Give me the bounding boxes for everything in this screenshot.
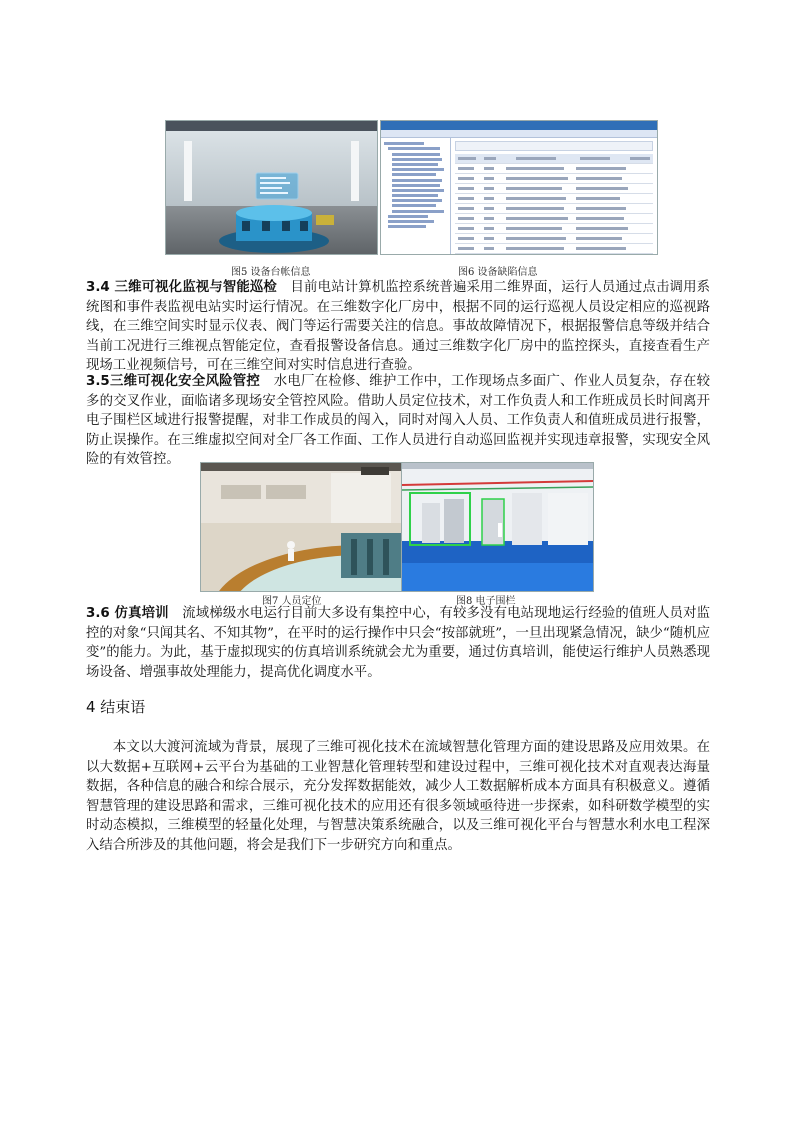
defect-ui-titlebar	[381, 121, 657, 130]
section-3-6-body: 流域梯级水电运行目前大多设有集控中心，有较多没有电站现地运行经验的值班人员对监控的对象“只闻其名、不知其物”，在平时的运行操作中只会“按部就班”，一旦出现紧急情况，缺少“随机应变”的能力。为此，基于虚拟现实的仿真培训系统就会尤为重要，通过仿真培训，能使运行维护人员熟悉现场设备、增强事故处理能力，提高优化调度水平。	[86, 606, 711, 680]
section-3-6	[86, 604, 710, 684]
figure-8-render	[402, 463, 593, 591]
defect-ui-table	[451, 138, 657, 254]
figure-7-image	[200, 462, 403, 592]
table-row	[455, 194, 653, 204]
section-3-4	[86, 278, 710, 373]
figure-6-caption: 图6 设备缺陷信息	[458, 267, 538, 278]
table-row	[455, 174, 653, 184]
section-4-body: 本文以大渡河流域为背景，展现了三维可视化技术在流域智慧化管理方面的建设思路及应用效果。在以大数据+互联网+云平台为基础的工业智慧化管理转型和建设过程中，三维可视化技术对直观表达海量数据，各种信息的融合和综合展示，充分发挥数据能效，减少人工数据解析成本方面具有积极意义。遵循智慧管理的建设思路和需求，三维可视化技术的应用还有很多领域亟待进一步探索，如科研数学模型的实时动态模拟，三维模型的轻量化处理，与智慧决策系统融合，以及三维可视化平台与智慧水利水电工程深入结合所涉及的其他问题，将会是我们下一步研究方向和重点。	[86, 740, 710, 853]
figure-8-caption: 图8 电子围栏	[456, 596, 516, 607]
section-3-6-heading: 3.6 仿真培训	[86, 606, 169, 621]
section-3-5-heading: 3.5三维可视化安全风险管控	[86, 374, 261, 389]
figure-7-caption: 图7 人员定位	[262, 596, 322, 607]
figure-5-image	[165, 120, 378, 255]
figure-5-render	[166, 121, 377, 254]
section-3-4-heading: 3.4 三维可视化监视与智能巡检	[86, 280, 277, 295]
table-row	[455, 244, 653, 254]
defect-ui-menubar	[381, 130, 657, 138]
figure-6-image	[380, 120, 658, 255]
figure-8-image	[401, 462, 594, 592]
figure-5-caption: 图5 设备台帐信息	[231, 267, 311, 278]
section-3-5	[86, 372, 710, 467]
table-row	[455, 184, 653, 194]
table-row	[455, 224, 653, 234]
section-3-5-body: 水电厂在检修、维护工作中，工作现场点多面广、作业人员复杂，存在较多的交叉作业，面临诸多现场安全管控风险。借助人员定位技术，对工作负责人和工作班成员长时间离开电子围栏区域进行报警提醒，对非工作成员的闯入，同时对闯入人员、工作负责人和值班成员进行报警，防止误操作。在三维虚拟空间对全厂各工作面、工作人员进行自动巡回监视并实现违章报警，实现安全风险的有效管控。	[86, 374, 710, 467]
figure-7-render	[201, 463, 402, 591]
table-row	[455, 164, 653, 174]
defect-ui-tree-panel	[381, 138, 451, 254]
table-header-row	[455, 154, 653, 164]
section-3-4-body: 目前电站计算机监控系统普遍采用二维界面，运行人员通过点击调用系统图和事件表监视电站实时运行情况。在三维数字化厂房中，根据不同的运行巡视人员设定相应的巡视路线，在三维空间实时显示仪表、阀门等运行需要关注的信息。事故故障情况下，根据报警信息等级并结合当前工况进行三维视点智能定位，查看报警设备信息。通过三维数字化厂房中的监控探头，直接查看生产现场工业视频信号，可在三维空间对实时信息进行查验。	[86, 280, 710, 373]
table-row	[455, 214, 653, 224]
table-row	[455, 204, 653, 214]
section-4-title: 4 结束语	[86, 698, 146, 716]
table-row	[455, 234, 653, 244]
